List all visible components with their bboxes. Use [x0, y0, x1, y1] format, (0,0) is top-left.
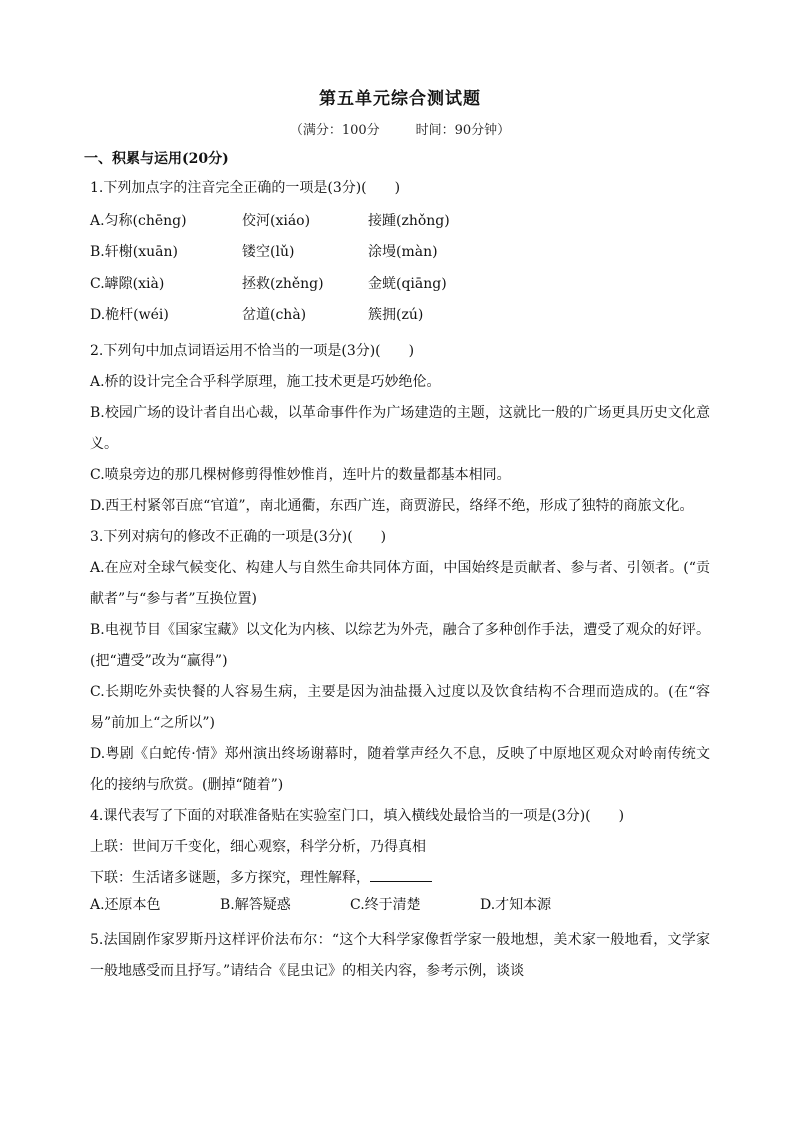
question-1-stem: 1.下列加点字的注音完全正确的一项是(3分)( ) [90, 180, 401, 196]
q4-options [90, 894, 710, 926]
couplet-upper: 上联：世间万千变化，细心观察，科学分析，乃得真相 [90, 838, 426, 855]
exam-info [90, 119, 710, 138]
question-3-stem: 3.下列对病句的修改不正确的一项是(3分)( ) [90, 528, 387, 545]
q2-option-c: C.喷泉旁边的那几棵树修剪得惟妙惟肖，连叶片的数量都基本相同。 [90, 466, 511, 483]
q4-option-d: D.才知本源 [480, 896, 552, 913]
q1-option-c: C.罅隙(xià) 拯救(zhěng) 金蜣(qiāng) [90, 275, 447, 292]
answer-blank[interactable] [370, 867, 432, 882]
section-heading: 一、积累与运用(20分) [84, 151, 229, 167]
couplet-lower: 下联：生活诸多谜题，多方探究，理性解释， [90, 863, 710, 894]
score-info: （满分：100分 [289, 123, 380, 138]
q4-option-b: B.解答疑惑 [220, 896, 291, 913]
exam-page [84, 84, 710, 987]
q3-option-a: A.在应对全球气候变化、构建人与自然生命共同体方面，中国始终是贡献者、参与者、引领者。(“贡献者”与“参与者”互换位置) [90, 559, 710, 607]
time-info: 时间：90分钟） [415, 123, 511, 138]
q2-option-a: A.桥的设计完全合乎科学原理，施工技术更是巧妙绝伦。 [90, 373, 441, 390]
q1-option-d: D.桅杆(wéi) 岔道(chà) 簇拥(zú) [90, 307, 424, 323]
q4-option-a: A.还原本色 [90, 896, 161, 913]
q3-option-c: C.长期吃外卖快餐的人容易生病，主要是因为油盐摄入过度以及饮食结构不合理而造成的。(在“容易”前加上“之所以”) [90, 683, 710, 731]
q1-option-b: B.轩榭(xuān) 镂空(lǔ) 涂墁(màn) [90, 244, 438, 260]
question-2-stem: 2.下列句中加点词语运用不恰当的一项是(3分)( ) [90, 342, 415, 359]
q3-option-b: B.电视节目《国家宝藏》以文化为内核、以综艺为外壳，融合了多种创作手法，遭受了观众的好评。(把“遭受”改为“赢得”) [90, 621, 710, 669]
q2-option-b: B.校园广场的设计者自出心裁，以革命事件作为广场建造的主题，这就比一般的广场更具历史文化意义。 [90, 404, 710, 452]
q1-option-a: A.匀称(chēng) 佼河(xiáo) 接踵(zhǒng) [90, 212, 450, 229]
q3-option-d: D.粤剧《白蛇传·情》郑州演出终场谢幕时，随着掌声经久不息，反映了中原地区观众对岭南传统文化的接纳与欣赏。(删掉“随着”) [90, 745, 710, 793]
page-title: 第五单元综合测试题 [319, 89, 481, 109]
q2-option-d: D.西王村紧邻百庶“官道”，南北通衢，东西广连，商贾游民，络绎不绝，形成了独特的商旅文化。 [90, 497, 694, 514]
question-5-stem: 5.法国剧作家罗斯丹这样评价法布尔：“这个大科学家像哲学家一般地想，美术家一般地看，文学家一般地感受而且抒写。”请结合《昆虫记》的相关内容，参考示例，谈谈 [90, 932, 710, 979]
q4-option-c: C.终于清楚 [350, 896, 421, 913]
question-4-stem: 4.课代表写了下面的对联准备贴在实验室门口，填入横线处最恰当的一项是(3分)( ) [90, 807, 625, 824]
